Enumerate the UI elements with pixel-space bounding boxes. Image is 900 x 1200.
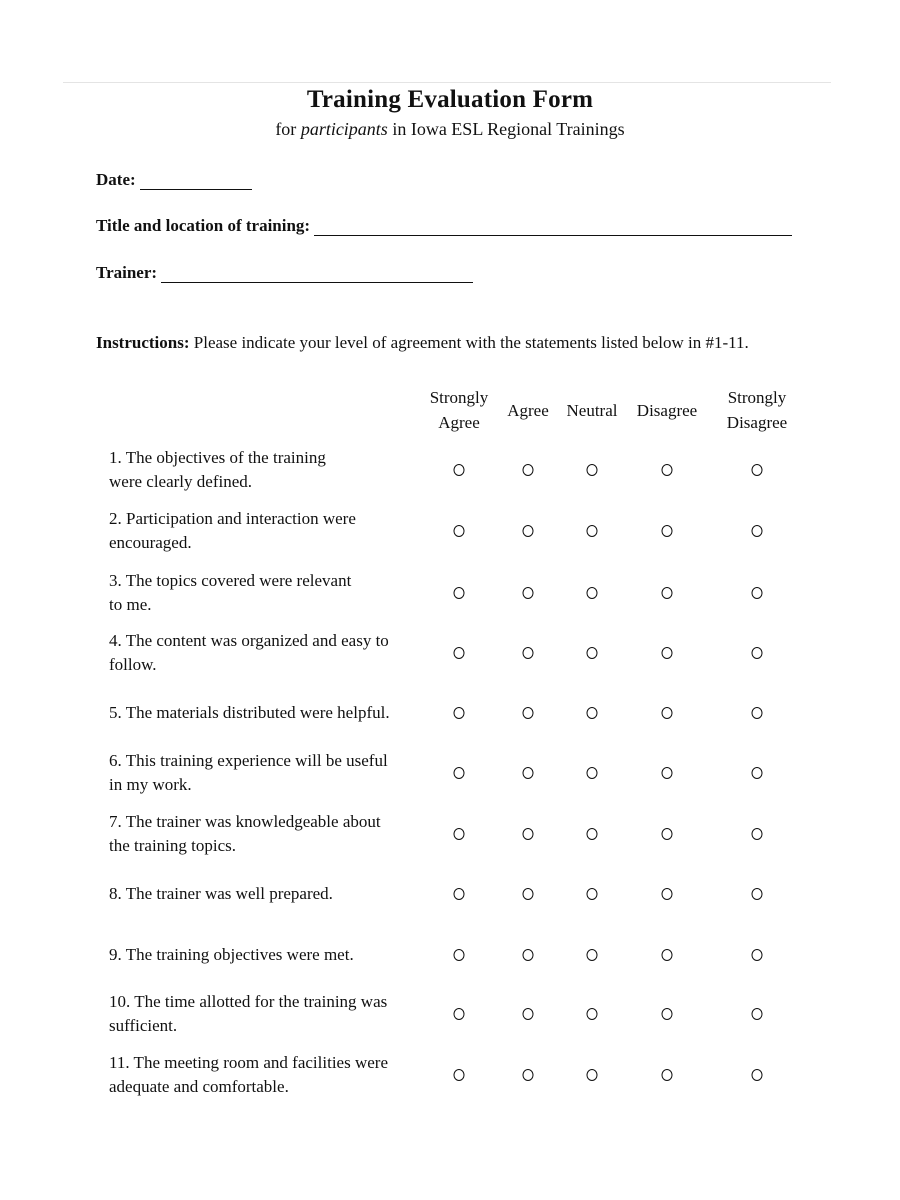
rating-radio[interactable] xyxy=(587,587,598,599)
question-text xyxy=(109,629,419,677)
rating-radio[interactable] xyxy=(523,1069,534,1081)
scale-header-1 xyxy=(507,398,549,423)
rating-radio[interactable] xyxy=(587,767,598,779)
rating-radio[interactable] xyxy=(587,949,598,961)
question-row xyxy=(0,809,900,859)
question-line2: sufficient. xyxy=(109,1016,178,1035)
scale-header-line1: Strongly xyxy=(727,388,787,407)
title-location-field[interactable] xyxy=(96,216,792,236)
rating-radio[interactable] xyxy=(454,1069,465,1081)
page-top-rule xyxy=(63,82,831,83)
title-location-label: Title and location of training: xyxy=(96,216,311,235)
question-text xyxy=(109,507,419,555)
rating-radio[interactable] xyxy=(523,587,534,599)
question-line2: in my work. xyxy=(109,775,192,794)
rating-radio[interactable] xyxy=(523,1008,534,1020)
rating-radio[interactable] xyxy=(454,949,465,961)
rating-radio[interactable] xyxy=(662,647,673,659)
question-text xyxy=(109,701,419,725)
question-text xyxy=(109,882,419,906)
form-title: Training Evaluation Form xyxy=(306,86,594,113)
question-line1: 1. The objectives of the training xyxy=(109,448,326,467)
rating-radio[interactable] xyxy=(523,707,534,719)
rating-radio[interactable] xyxy=(523,949,534,961)
question-text xyxy=(109,749,419,797)
scale-header-3 xyxy=(637,398,697,423)
scale-header-line2: Disagree xyxy=(726,413,788,432)
question-line1: 6. This training experience will be useful xyxy=(109,751,388,770)
rating-radio[interactable] xyxy=(587,1069,598,1081)
rating-radio[interactable] xyxy=(454,525,465,537)
question-line2: were clearly defined. xyxy=(109,472,252,491)
question-line2: to me. xyxy=(109,595,152,614)
question-row xyxy=(0,628,900,678)
rating-radio[interactable] xyxy=(523,888,534,900)
rating-radio[interactable] xyxy=(662,888,673,900)
rating-radio[interactable] xyxy=(752,888,763,900)
subtitle-emphasis: participants xyxy=(300,119,388,139)
rating-radio[interactable] xyxy=(752,587,763,599)
form-subtitle xyxy=(0,119,900,140)
question-line1: 8. The trainer was well prepared. xyxy=(109,884,333,903)
subtitle-prefix: for xyxy=(275,119,301,139)
instructions-label: Instructions: xyxy=(96,333,190,352)
rating-radio[interactable] xyxy=(752,647,763,659)
question-row xyxy=(0,506,900,556)
question-row xyxy=(0,1050,900,1100)
rating-radio[interactable] xyxy=(752,1069,763,1081)
rating-radio[interactable] xyxy=(662,525,673,537)
rating-radio[interactable] xyxy=(587,828,598,840)
question-text xyxy=(109,1051,419,1099)
scale-header-0 xyxy=(430,385,489,435)
rating-radio[interactable] xyxy=(587,647,598,659)
rating-radio[interactable] xyxy=(752,464,763,476)
scale-header-line1: Neutral xyxy=(566,401,618,420)
rating-radio[interactable] xyxy=(662,949,673,961)
question-text xyxy=(109,810,419,858)
question-line1: 10. The time allotted for the training was xyxy=(109,992,388,1011)
rating-radio[interactable] xyxy=(752,525,763,537)
question-line1: 9. The training objectives were met. xyxy=(109,945,354,964)
question-line1: 2. Participation and interaction were xyxy=(109,509,356,528)
question-line1: 5. The materials distributed were helpful. xyxy=(109,703,390,722)
scale-header-line1: Agree xyxy=(507,401,549,420)
rating-radio[interactable] xyxy=(454,828,465,840)
question-line2: encouraged. xyxy=(109,533,192,552)
question-line2: the training topics. xyxy=(109,836,237,855)
rating-radio[interactable] xyxy=(587,525,598,537)
rating-radio[interactable] xyxy=(662,767,673,779)
rating-radio[interactable] xyxy=(454,888,465,900)
instructions-text: Please indicate your level of agreement with the statements listed below in #1-11. xyxy=(189,333,749,352)
question-text xyxy=(109,943,419,967)
question-row xyxy=(0,748,900,798)
scale-header-4 xyxy=(727,385,787,435)
question-line2: adequate and comfortable. xyxy=(109,1077,289,1096)
rating-radio[interactable] xyxy=(523,647,534,659)
question-line1: 4. The content was organized and easy to xyxy=(109,631,389,650)
date-label: Date: xyxy=(96,170,136,189)
rating-radio[interactable] xyxy=(523,525,534,537)
date-input-line[interactable] xyxy=(140,175,252,190)
trainer-input-line[interactable] xyxy=(161,268,473,283)
rating-radio[interactable] xyxy=(752,767,763,779)
scale-header-line2: Agree xyxy=(438,413,480,432)
trainer-label: Trainer: xyxy=(96,263,158,282)
question-text xyxy=(109,569,419,617)
scale-header-line1: Disagree xyxy=(636,401,698,420)
rating-radio[interactable] xyxy=(662,707,673,719)
date-field[interactable] xyxy=(96,170,252,190)
question-row xyxy=(0,930,900,980)
instructions xyxy=(96,333,749,353)
rating-radio[interactable] xyxy=(752,707,763,719)
question-text xyxy=(109,990,419,1038)
rating-radio[interactable] xyxy=(752,949,763,961)
rating-radio[interactable] xyxy=(454,707,465,719)
question-row xyxy=(0,869,900,919)
rating-radio[interactable] xyxy=(454,587,465,599)
question-text xyxy=(109,446,419,494)
rating-radio[interactable] xyxy=(752,1008,763,1020)
rating-radio[interactable] xyxy=(454,464,465,476)
rating-radio[interactable] xyxy=(662,1069,673,1081)
rating-radio[interactable] xyxy=(523,828,534,840)
question-row xyxy=(0,568,900,618)
question-row xyxy=(0,445,900,495)
rating-radio[interactable] xyxy=(662,464,673,476)
rating-radio[interactable] xyxy=(587,1008,598,1020)
rating-radio[interactable] xyxy=(587,707,598,719)
trainer-field[interactable] xyxy=(96,263,473,283)
rating-radio[interactable] xyxy=(454,767,465,779)
rating-radio[interactable] xyxy=(523,767,534,779)
rating-radio[interactable] xyxy=(454,647,465,659)
question-line2: follow. xyxy=(109,655,157,674)
rating-radio[interactable] xyxy=(752,828,763,840)
question-line1: 11. The meeting room and facilities were xyxy=(109,1053,388,1072)
rating-radio[interactable] xyxy=(662,828,673,840)
question-row xyxy=(0,989,900,1039)
rating-radio[interactable] xyxy=(662,587,673,599)
question-line1: 7. The trainer was knowledgeable about xyxy=(109,812,381,831)
rating-radio[interactable] xyxy=(587,888,598,900)
question-line1: 3. The topics covered were relevant xyxy=(109,571,352,590)
title-location-input-line[interactable] xyxy=(314,221,792,236)
scale-header-line1: Strongly xyxy=(429,388,489,407)
rating-radio[interactable] xyxy=(662,1008,673,1020)
subtitle-suffix: in Iowa ESL Regional Trainings xyxy=(387,119,625,139)
rating-radio[interactable] xyxy=(587,464,598,476)
question-row xyxy=(0,688,900,738)
scale-header-2 xyxy=(567,398,618,423)
rating-radio[interactable] xyxy=(454,1008,465,1020)
rating-radio[interactable] xyxy=(523,464,534,476)
